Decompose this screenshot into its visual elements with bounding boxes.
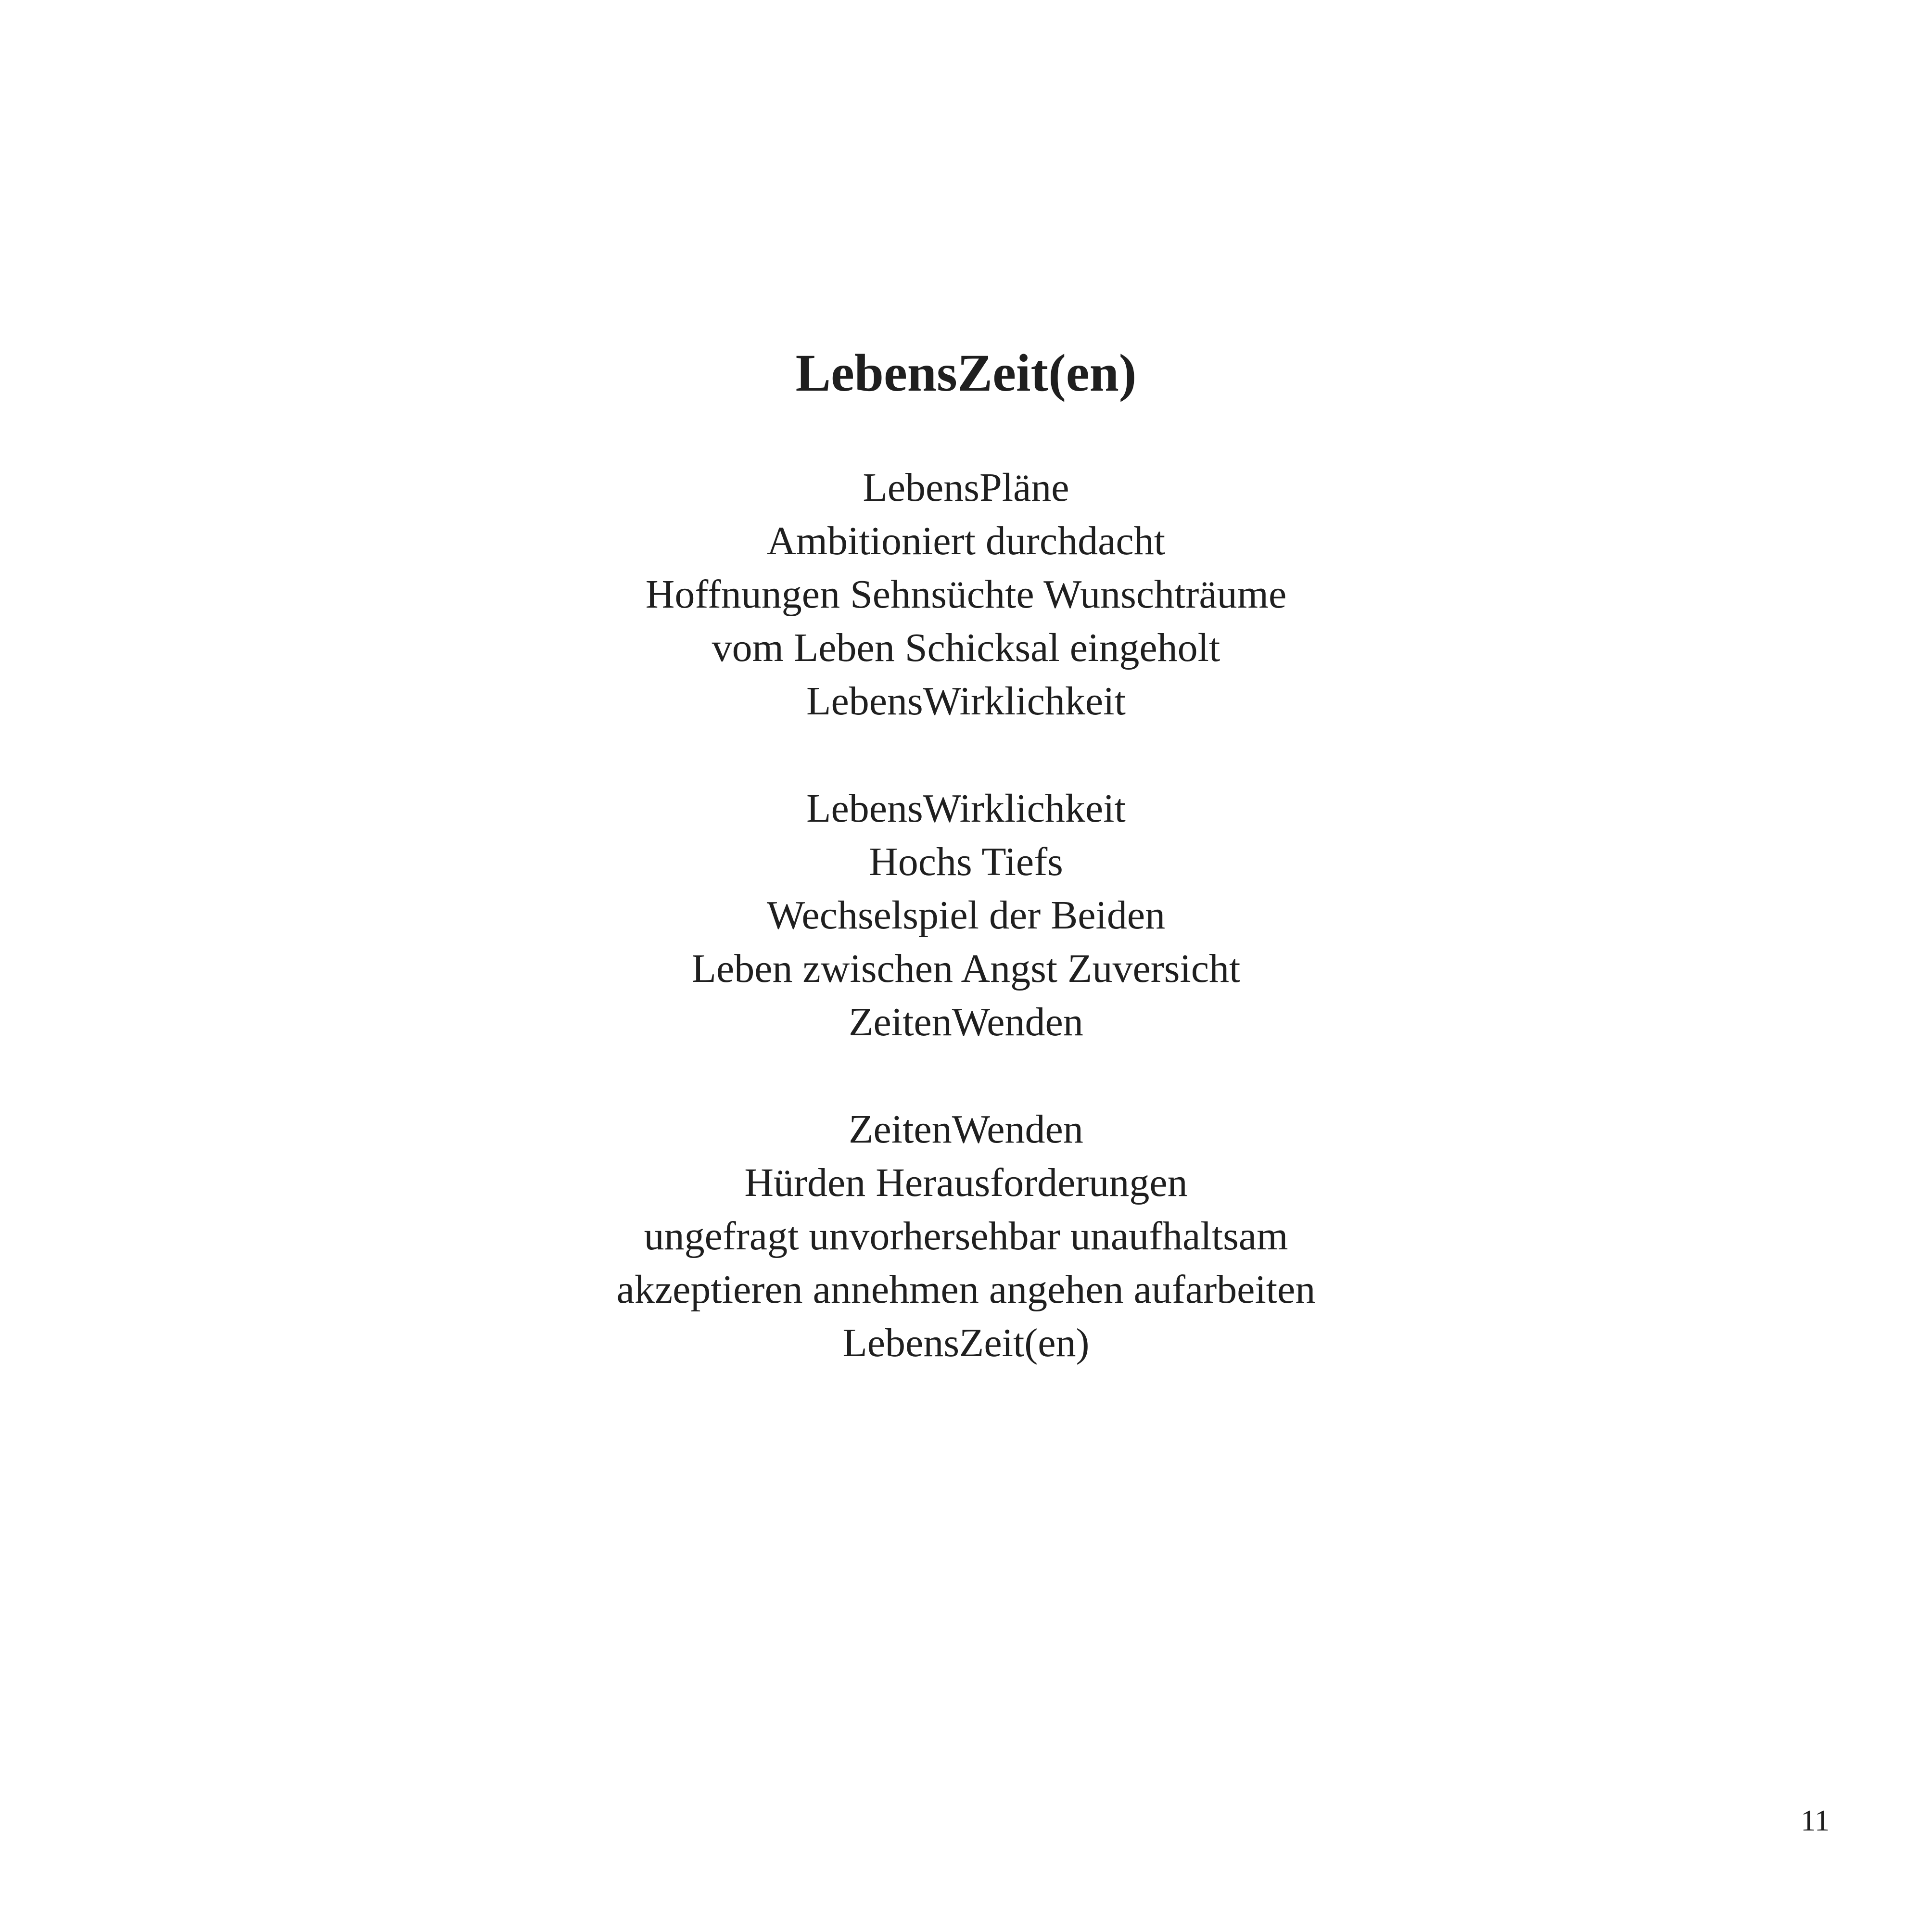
poem-line: Hochs Tiefs [869,839,1063,884]
poem-line: LebensWirklichkeit [806,679,1126,724]
poem-line: akzeptieren annehmen angehen aufarbeiten [616,1267,1316,1312]
poem-line: Hürden Herausforderungen [744,1160,1188,1205]
poem-line: ZeitenWenden [849,1000,1083,1044]
poem-line: ZeitenWenden [849,1107,1083,1152]
poem-title: LebensZeit(en) [795,343,1137,402]
page-number: 11 [1801,1805,1830,1837]
poem-line: LebensWirklichkeit [806,786,1126,831]
poem-line: ungefragt unvorhersehbar unaufhaltsam [644,1214,1288,1258]
poem-line: Hoffnungen Sehnsüchte Wunschträume [645,572,1287,617]
stanza-2 [0,782,1932,1049]
poem-line: LebensPläne [863,465,1069,510]
poem-line: Wechselspiel der Beiden [766,893,1166,938]
stanza-1 [0,461,1932,728]
poem-line: Ambitioniert durchdacht [766,519,1166,563]
poem-line: vom Leben Schicksal eingeholt [712,625,1220,670]
poem-line: LebensZeit(en) [842,1321,1090,1365]
stanza-3 [0,1103,1932,1370]
poem-line: Leben zwischen Angst Zuversicht [691,946,1241,991]
poem-body [0,461,1932,1424]
